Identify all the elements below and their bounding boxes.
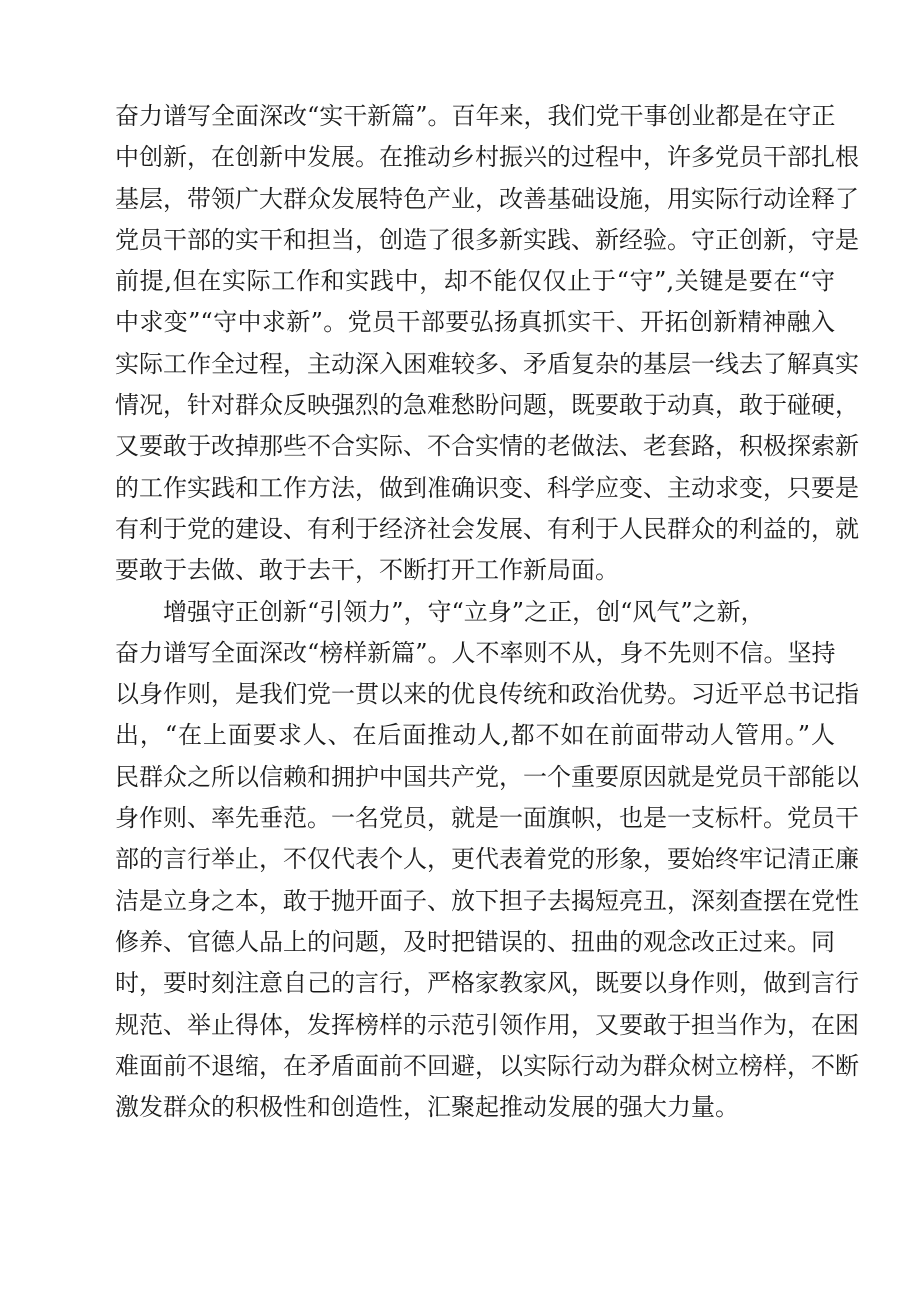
paragraph: [115, 592, 859, 1129]
text-line: 的工作实践和工作方法，做到准确识变、科学应变、主动求变，只要是: [115, 473, 859, 502]
text-line: 民群众之所以信赖和拥护中国共产党，一个重要原因就是党员干部能以: [115, 762, 859, 791]
text-line: 党员干部的实干和担当，创造了很多新实践、新经验。守正创新，守是: [115, 225, 859, 254]
text-line: 奋力谱写全面深改“榜样新篇”。人不率则不从，身不先则不信。坚持: [115, 638, 836, 667]
text-line: 以身作则，是我们党一贯以来的优良传统和政治优势。习近平总书记指: [115, 680, 859, 709]
text-line: 身作则、率先垂范。一名党员，就是一面旗帜，也是一支标杆。党员干: [115, 804, 859, 833]
text-line: 中创新，在创新中发展。在推动乡村振兴的过程中，许多党员干部扎根: [115, 143, 859, 172]
text-line: 增强守正创新“引领力”，守“立身”之正，创“风气”之新，: [163, 597, 765, 626]
body-text: [115, 96, 859, 1128]
text-line: 中求变”“守中求新”。党员干部要弘扬真抓实干、开拓创新精神融入: [115, 308, 835, 337]
text-line: 实际工作全过程，主动深入困难较多、矛盾复杂的基层一线去了解真实: [115, 349, 859, 378]
text-line: 基层，带领广大群众发展特色产业，改善基础设施，用实际行动诠释了: [115, 184, 859, 213]
text-line: 奋力谱写全面深改“实干新篇”。百年来，我们党干事创业都是在守正: [115, 102, 836, 130]
text-line: 激发群众的积极性和创造性，汇聚起推动发展的强大力量。: [115, 1093, 739, 1122]
text-line: 又要敢于改掉那些不合实际、不合实情的老做法、老套路，积极探索新: [115, 432, 859, 461]
text-line: 部的言行举止，不仅代表个人，更代表着党的形象，要始终牢记清正廉: [115, 845, 859, 874]
text-line: 情况，针对群众反映强烈的急难愁盼问题，既要敢于动真，敢于碰硬，: [115, 391, 859, 420]
text-line: 规范、举止得体，发挥榜样的示范引领作用，又要敢于担当作为，在困: [115, 1010, 859, 1039]
text-line: 修养、官德人品上的问题，及时把错误的、扭曲的观念改正过来。同: [115, 927, 835, 956]
paragraph: [115, 96, 859, 592]
text-line: 前提,但在实际工作和实践中，却不能仅仅止于“守”,关键是要在“守: [115, 267, 835, 296]
text-line: 要敢于去做、敢于去干，不断打开工作新局面。: [115, 556, 619, 585]
text-line: 难面前不退缩，在矛盾面前不回避，以实际行动为群众树立榜样，不断: [115, 1051, 859, 1080]
text-line: 有利于党的建设、有利于经济社会发展、有利于人民群众的利益的，就: [115, 514, 859, 543]
text-line: 出，“在上面要求人、在后面推动人,都不如在前面带动人管用。”人: [115, 721, 835, 750]
text-line: 时，要时刻注意自己的言行，严格家教家风，既要以身作则，做到言行: [115, 969, 859, 998]
text-line: 洁是立身之本，敢于抛开面子、放下担子去揭短亮丑，深刻查摆在党性: [115, 886, 859, 915]
